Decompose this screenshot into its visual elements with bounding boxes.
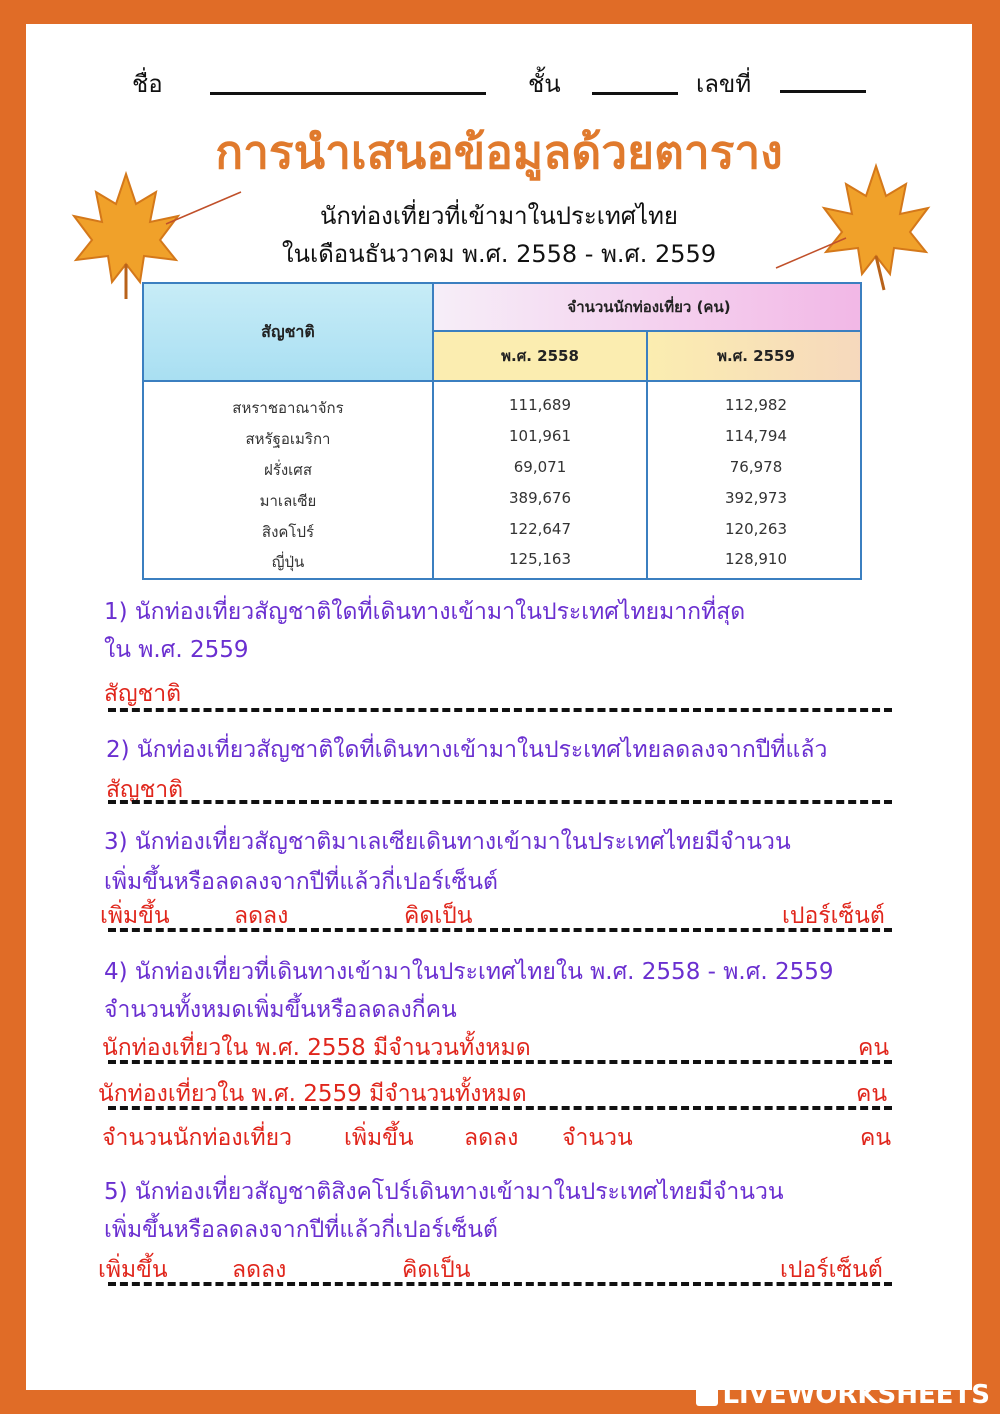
number-blank-line[interactable] [780, 90, 866, 93]
q4-total-2559-label: นักท่องเที่ยวใน พ.ศ. 2559 มีจำนวนทั้งหมด [98, 1081, 527, 1107]
q3-percent-label: เปอร์เซ็นต์ [782, 903, 885, 929]
liveworksheets-logo [696, 1380, 990, 1410]
q5-answer-field[interactable] [108, 1282, 892, 1286]
question-3-line-2: เพิ่มขึ้นหรือลดลงจากปีที่แล้วกี่เปอร์เซ็นต์ [104, 869, 498, 895]
question-2-line-1: 2) นักท่องเที่ยวสัญชาติใดที่เดินทางเข้ามาในประเทศไทยลดลงจากปีที่แล้ว [106, 737, 828, 763]
q3-calc-label: คิดเป็น [404, 903, 473, 929]
q1-answer-field[interactable] [108, 708, 892, 712]
cell-2558: 101,961 [508, 427, 572, 445]
q4-total-2559-field[interactable] [108, 1106, 892, 1110]
q5-decrease-option[interactable]: ลดลง [232, 1257, 287, 1283]
cell-2558: 389,676 [508, 489, 572, 507]
q2-answer-label: สัญชาติ [106, 777, 184, 803]
brand-text: LIVEWORKSHEETS [722, 1380, 990, 1410]
class-blank-line[interactable] [592, 92, 678, 95]
question-5-line-2: เพิ่มขึ้นหรือลดลงจากปีที่แล้วกี่เปอร์เซ็นต์ [104, 1217, 498, 1243]
header-year-2558: พ.ศ. 2558 [434, 332, 646, 380]
row-divider [144, 380, 862, 382]
q4-decrease-option[interactable]: ลดลง [464, 1125, 519, 1151]
q4-amount-label: จำนวน [562, 1125, 633, 1151]
header-year-2559: พ.ศ. 2559 [648, 332, 862, 380]
cell-2558: 111,689 [508, 396, 572, 414]
question-1-line-2: ใน พ.ศ. 2559 [104, 637, 249, 663]
q5-percent-label: เปอร์เซ็นต์ [780, 1257, 883, 1283]
name-label: ชื่อ [132, 70, 163, 98]
cell-2559: 120,263 [724, 520, 788, 538]
q4-total-2558-label: นักท่องเที่ยวใน พ.ศ. 2558 มีจำนวนทั้งหมด [102, 1035, 531, 1061]
class-label: ชั้น [528, 70, 561, 98]
cell-2559: 114,794 [724, 427, 788, 445]
cell-2558: 69,071 [513, 458, 567, 476]
question-1-line-1: 1) นักท่องเที่ยวสัญชาติใดที่เดินทางเข้ามาในประเทศไทยมากที่สุด [104, 599, 746, 625]
question-4-line-1: 4) นักท่องเที่ยวที่เดินทางเข้ามาในประเทศไทยใน พ.ศ. 2558 - พ.ศ. 2559 [104, 959, 834, 985]
q1-answer-label: สัญชาติ [104, 681, 182, 707]
q5-calc-label: คิดเป็น [402, 1257, 471, 1283]
brand-icon [696, 1384, 718, 1406]
q4-difference-label: จำนวนนักท่องเที่ยว [102, 1125, 293, 1151]
row-divider [434, 330, 862, 332]
question-4-line-2: จำนวนทั้งหมดเพิ่มขึ้นหรือลดลงกี่คน [104, 997, 457, 1023]
q4-total-2559-unit: คน [856, 1081, 888, 1107]
q4-amount-unit: คน [860, 1125, 892, 1151]
cell-2559: 128,910 [724, 550, 788, 568]
cell-nationality: ฝรั่งเศส [264, 461, 312, 479]
subtitle-line-2: ในเดือนธันวาคม พ.ศ. 2558 - พ.ศ. 2559 [281, 240, 717, 268]
subtitle-line-1: นักท่องเที่ยวที่เข้ามาในประเทศไทย [319, 202, 678, 230]
q2-answer-field[interactable] [108, 800, 892, 804]
q4-total-2558-unit: คน [858, 1035, 890, 1061]
name-blank-line[interactable] [210, 92, 486, 95]
cell-nationality: สิงคโปร์ [261, 523, 315, 541]
worksheet-page [26, 24, 972, 1390]
q4-total-2558-field[interactable] [108, 1060, 892, 1064]
q5-increase-option[interactable]: เพิ่มขึ้น [98, 1257, 168, 1283]
q3-answer-field[interactable] [108, 928, 892, 932]
header-nationality: สัญชาติ [144, 284, 432, 380]
cell-2558: 122,647 [508, 520, 572, 538]
column-divider [646, 330, 648, 580]
q4-increase-option[interactable]: เพิ่มขึ้น [344, 1125, 414, 1151]
header-tourist-count: จำนวนนักท่องเที่ยว (คน) [434, 284, 862, 330]
cell-nationality: มาเลเซีย [259, 492, 317, 510]
cell-2558: 125,163 [508, 550, 572, 568]
q3-increase-option[interactable]: เพิ่มขึ้น [100, 903, 170, 929]
cell-2559: 112,982 [724, 396, 788, 414]
page-title: การนำเสนอข้อมูลด้วยตาราง [215, 125, 783, 179]
cell-nationality: สหราชอาณาจักร [232, 399, 344, 417]
cell-2559: 76,978 [729, 458, 783, 476]
cell-2559: 392,973 [724, 489, 788, 507]
tourist-table [142, 282, 862, 580]
cell-nationality: สหรัฐอเมริกา [245, 430, 331, 448]
question-5-line-1: 5) นักท่องเที่ยวสัญชาติสิงคโปร์เดินทางเข้ามาในประเทศไทยมีจำนวน [104, 1179, 784, 1205]
question-3-line-1: 3) นักท่องเที่ยวสัญชาติมาเลเซียเดินทางเข้ามาในประเทศไทยมีจำนวน [104, 829, 791, 855]
q3-decrease-option[interactable]: ลดลง [234, 903, 289, 929]
cell-nationality: ญี่ปุ่น [271, 553, 305, 571]
number-label: เลขที่ [696, 70, 752, 98]
